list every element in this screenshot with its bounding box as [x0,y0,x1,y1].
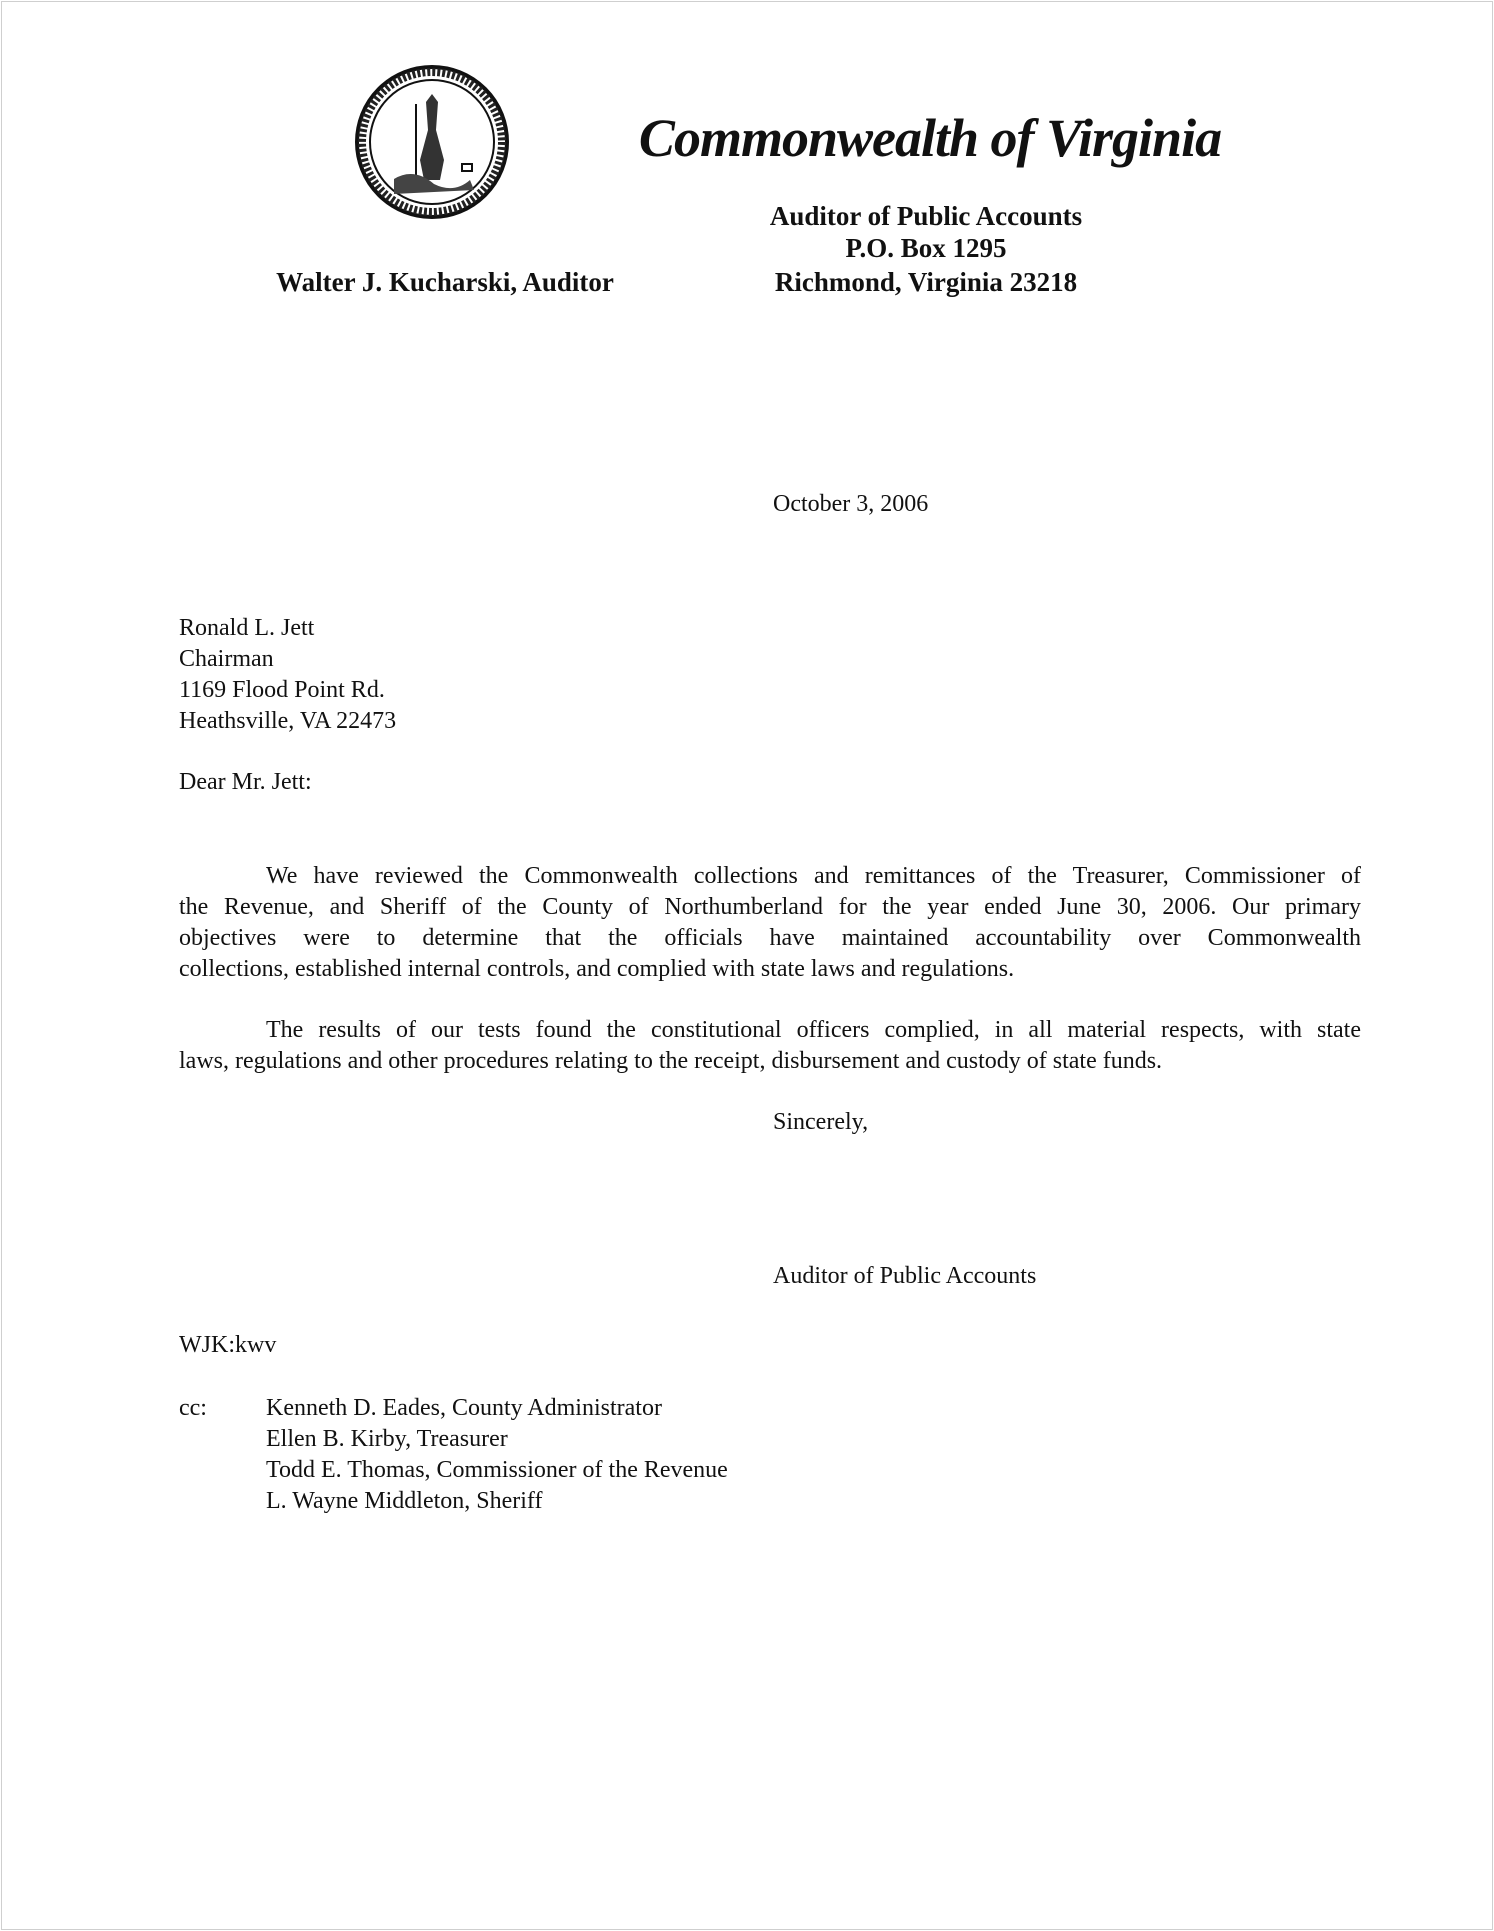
cc-item: Ellen B. Kirby, Treasurer [266,1426,508,1452]
paragraph-line: We have reviewed the Commonwealth collections and remittances of the Treasurer, Commissioner of [266,863,1361,889]
auditor-name: Walter J. Kucharski, Auditor [276,267,614,297]
cc-item: L. Wayne Middleton, Sheriff [266,1488,543,1514]
paragraph-line: laws, regulations and other procedures relating to the receipt, disbursement and custody of state funds. [179,1048,1163,1074]
signature-title: Auditor of Public Accounts [773,1263,1037,1289]
office-name: Auditor of Public Accounts [769,201,1083,231]
initials: WJK:kwv [179,1332,277,1358]
office-city: Richmond, Virginia 23218 [774,267,1078,297]
recipient-line: Heathsville, VA 22473 [179,708,397,734]
paragraph-line: The results of our tests found the constitutional officers complied, in all material respects, with state [266,1017,1361,1043]
paragraph-line: collections, established internal controls, and complied with state laws and regulations. [179,956,1015,982]
po-box: P.O. Box 1295 [845,233,1007,263]
cc-label: cc: [179,1395,207,1421]
virginia-seal-icon [354,64,510,220]
letterhead-title: Commonwealth of Virginia [638,108,1222,168]
closing: Sincerely, [773,1109,869,1135]
cc-item: Todd E. Thomas, Commissioner of the Revenue [266,1457,728,1483]
recipient-line: Ronald L. Jett [179,615,315,641]
recipient-line: Chairman [179,646,274,672]
letter-date: October 3, 2006 [773,491,929,517]
recipient-line: 1169 Flood Point Rd. [179,677,385,703]
body-paragraph [179,1015,1361,1077]
salutation: Dear Mr. Jett: [179,769,312,795]
paragraph-line: the Revenue, and Sheriff of the County of Northumberland for the year ended June 30, 2006. Our primary [179,894,1361,920]
cc-item: Kenneth D. Eades, County Administrator [266,1395,662,1421]
body-paragraph [179,861,1361,985]
paragraph-line: objectives were to determine that the officials have maintained accountability over Commonwealth [179,925,1361,951]
